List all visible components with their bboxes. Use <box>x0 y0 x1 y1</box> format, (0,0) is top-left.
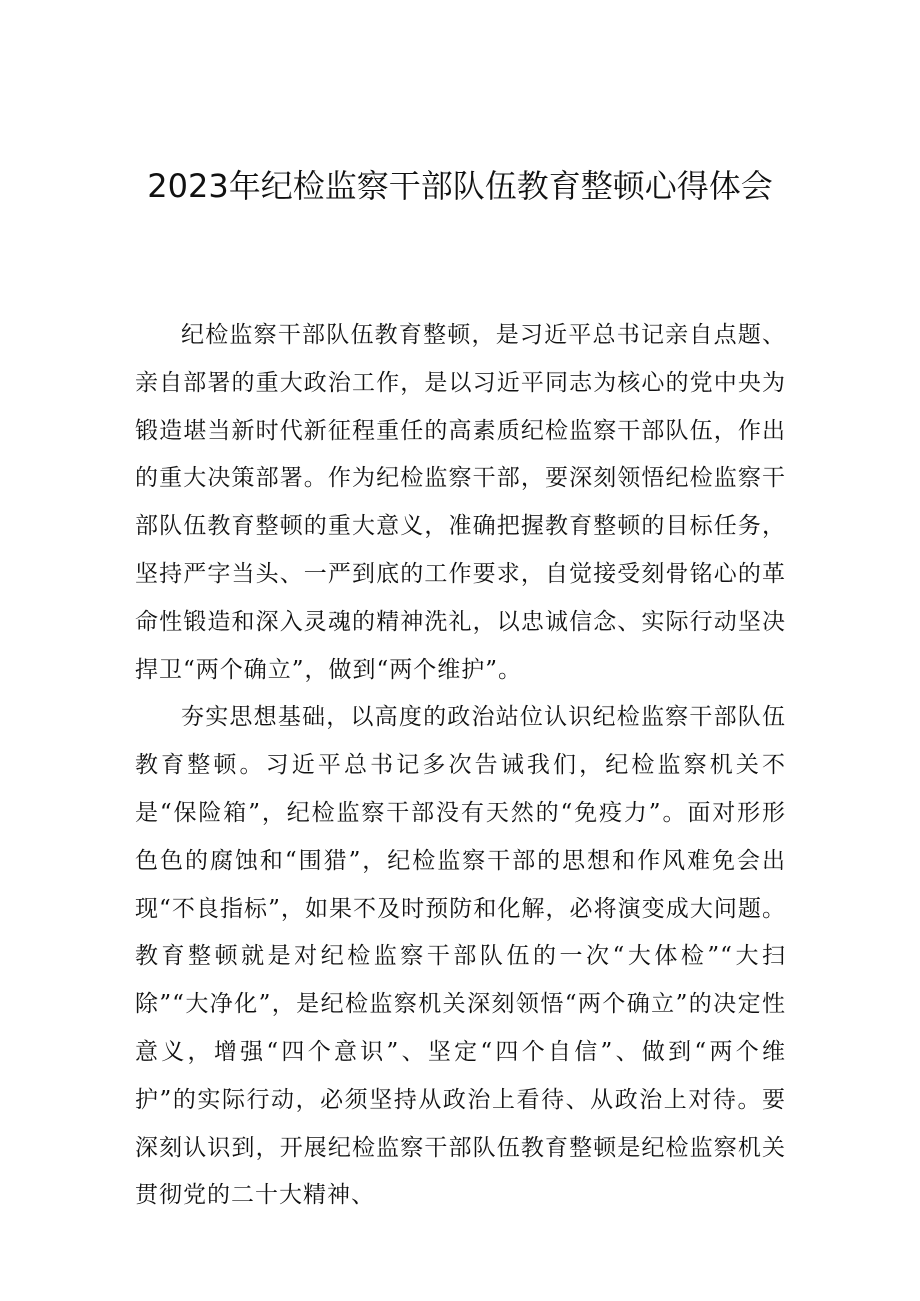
document-title: 2023年纪检监察干部队伍教育整顿心得体会 <box>147 167 773 205</box>
document-body <box>135 312 786 1220</box>
paragraph-2: 夯实思想基础，以高度的政治站位认识纪检监察干部队伍教育整顿。习近平总书记多次告诫我们，纪检监察机关不是“保险箱”，纪检监察干部没有天然的“免疫力”。面对形形色色的腐蚀和“围猎”，纪检监察干部的思想和作风难免会出现“不良指标”，如果不及时预防和化解，必将演变成大问题。教育整顿就是对纪检监察干部队伍的一次“大体检”“大扫除”“大净化”，是纪检监察机关深刻领悟“两个确立”的决定性意义，增强“四个意识”、坚定“四个自信”、做到“两个维护”的实际行动，必须坚持从政治上看待、从政治上对待。要深刻认识到，开展纪检监察干部队伍教育整顿是纪检监察机关贯彻党的二十大精神、 <box>135 704 786 1209</box>
paragraph-1: 纪检监察干部队伍教育整顿，是习近平总书记亲自点题、亲自部署的重大政治工作，是以习近平同志为核心的党中央为锻造堪当新时代新征程重任的高素质纪检监察干部队伍，作出的重大决策部署。作为纪检监察干部，要深刻领悟纪检监察干部队伍教育整顿的重大意义，准确把握教育整顿的目标任务，坚持严字当头、一严到底的工作要求，自觉接受刻骨铭心的革命性锻造和深入灵魂的精神洗礼，以忠诚信念、实际行动坚决捍卫“两个确立”，做到“两个维护”。 <box>135 322 786 683</box>
